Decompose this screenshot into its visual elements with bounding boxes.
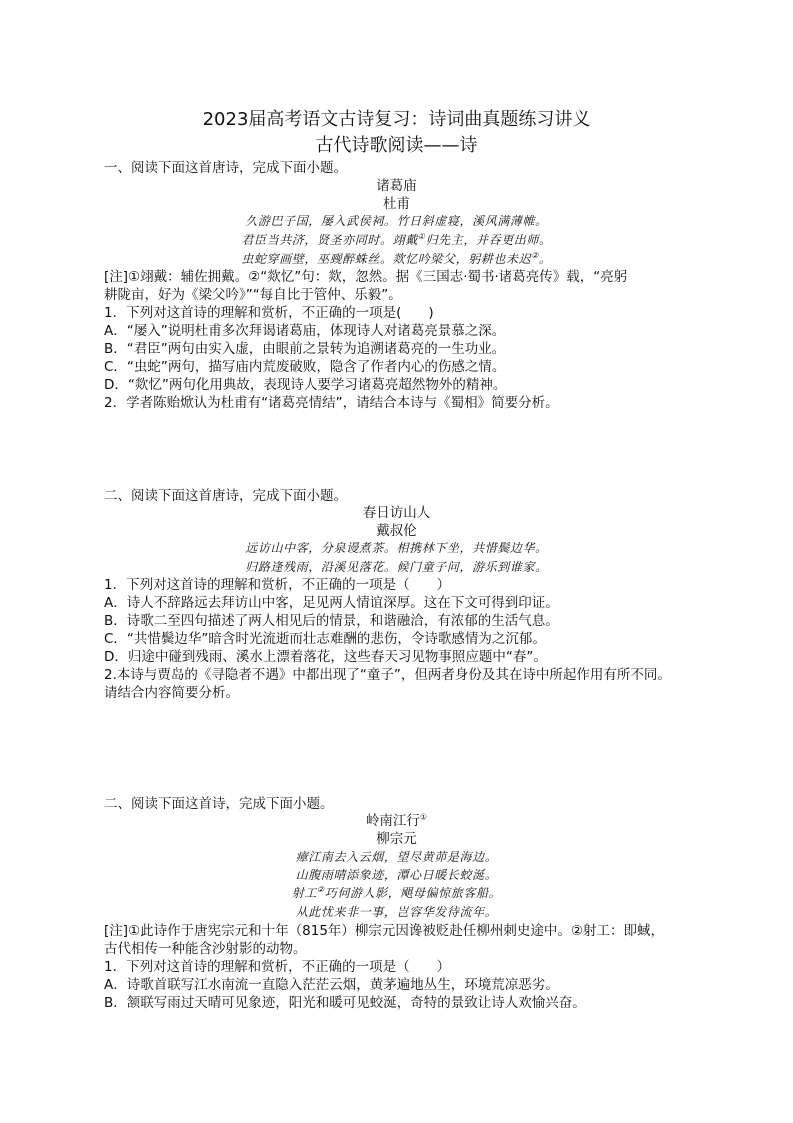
section1-poem-line: 虫蛇穿画壁，巫觋醉蛛丝。欻忆吟梁父，躬耕也未迟②。 (241, 251, 552, 266)
section1-option-b: B．“君臣”两句由实入虚，由眼前之景转为追溯诸葛亮的一生功业。 (104, 341, 506, 357)
section3-option-b: B．颔联写雨过天晴可见象迹，阳光和暖可见蛟涎，奇特的景致让诗人欢愉兴奋。 (104, 995, 586, 1011)
section1-option-c: C．“虫蛇”两句，描写庙内荒废破败，隐含了作者内心的伤感之情。 (104, 359, 506, 375)
section2-poem-author: 戴叔伦 (376, 523, 417, 539)
section3-note: [注]①此诗作于唐宪宗元和十年（815年）柳宗元因谗被贬赴任柳州刺史途中。②射工：即蜮， (104, 923, 665, 939)
document-title: 2023届高考语文古诗复习：诗词曲真题练习讲义 (202, 109, 591, 130)
section3-poem-line: 瘴江南去入云烟，望尽黄茆是海边。 (295, 850, 498, 864)
section1-option-d: D．“欻忆”两句化用典故，表现诗人要学习诸葛亮超然物外的精神。 (104, 377, 507, 393)
section3-question-1: 1．下列对这首诗的理解和赏析，不正确的一项是（ ） (104, 959, 451, 975)
section2-heading: 二、阅读下面这首唐诗，完成下面小题。 (104, 488, 347, 504)
section1-poem-line: 君臣当共济，贤圣亦同时。翊戴①归先主，并吞更出师。 (241, 232, 552, 247)
section2-question-1: 1．下列对这首诗的理解和赏析，不正确的一项是（ ） (104, 577, 451, 593)
section3-poem-title: 岭南江行① (365, 812, 428, 829)
section2-poem-title: 春日访山人 (362, 505, 431, 521)
section3-poem-line: 山腹雨晴添象迹，潭心日暖长蛟涎。 (295, 868, 498, 882)
section1-poem-author: 杜甫 (383, 196, 410, 212)
section3-heading: 二、阅读下面这首诗，完成下面小题。 (104, 796, 334, 812)
section2-option-d: D．归途中碰到残雨、溪水上漂着落花，这些春天习见物事照应题中“春”。 (104, 649, 547, 665)
section1-note: [注]①翊戴：辅佐拥戴。②“欻忆”句：欻，忽然。据《三国志·蜀书·诸葛亮传》载，“亮躬 (104, 269, 628, 285)
section1-question-2: 2．学者陈贻焮认为杜甫有“诸葛亮情结”，请结合本诗与《蜀相》简要分析。 (104, 395, 559, 411)
section1-question-1: 1．下列对这首诗的理解和赏析，不正确的一项是( ) (104, 305, 434, 321)
section2-poem-line: 远访山中客，分泉谩煮茶。相携林下坐，共惜鬓边华。 (245, 541, 548, 555)
section1-heading: 一、阅读下面这首唐诗，完成下面小题。 (104, 160, 347, 176)
section2-option-b: B．诗歌二至四句描述了两人相见后的情景，和谐融洽，有浓郁的生活气息。 (104, 613, 559, 629)
section2-option-a: A．诗人不辞路远去拜访山中客，足见两人情谊深厚。这在下文可得到印证。 (104, 595, 559, 611)
document-subtitle: 古代诗歌阅读——诗 (315, 135, 478, 156)
section3-poem-line: 从此忧来非一事，岂容华发待流年。 (295, 905, 498, 919)
section3-option-a: A．诗歌首联写江水南流一直隐入茫茫云烟，黄茅遍地丛生，环境荒凉恶劣。 (104, 977, 559, 993)
section2-question-2: 请结合内容简要分析。 (104, 685, 239, 701)
section1-note: 耕陇亩，好为《梁父吟》”“每自比于管仲、乐毅”。 (104, 287, 402, 303)
section1-option-a: A．“屡入”说明杜甫多次拜谒诸葛庙，体现诗人对诸葛亮景慕之深。 (104, 323, 506, 339)
section2-question-2: 2.本诗与贾岛的《寻隐者不遇》中都出现了“童子”，但两者身份及其在诗中所起作用有所不同。 (104, 667, 671, 683)
section1-poem-title: 诸葛庙 (376, 178, 417, 194)
section3-poem-line: 射工②巧伺游人影，飓母偏惊旅客船。 (291, 885, 502, 900)
section2-poem-line: 归路逢残雨，沿溪见落花。候门童子问，游乐到谁家。 (245, 560, 548, 574)
section3-poem-author: 柳宗元 (376, 831, 417, 847)
section1-poem-line: 久游巴子国，屡入武侯祠。竹日斜虚寝，溪风满薄帷。 (245, 214, 548, 228)
section3-note: 古代相传一种能含沙射影的动物。 (104, 941, 307, 957)
section2-option-c: C．“共惜鬓边华”暗含时光流逝而壮志难酬的悲伤，令诗歌感情为之沉郁。 (104, 631, 546, 647)
